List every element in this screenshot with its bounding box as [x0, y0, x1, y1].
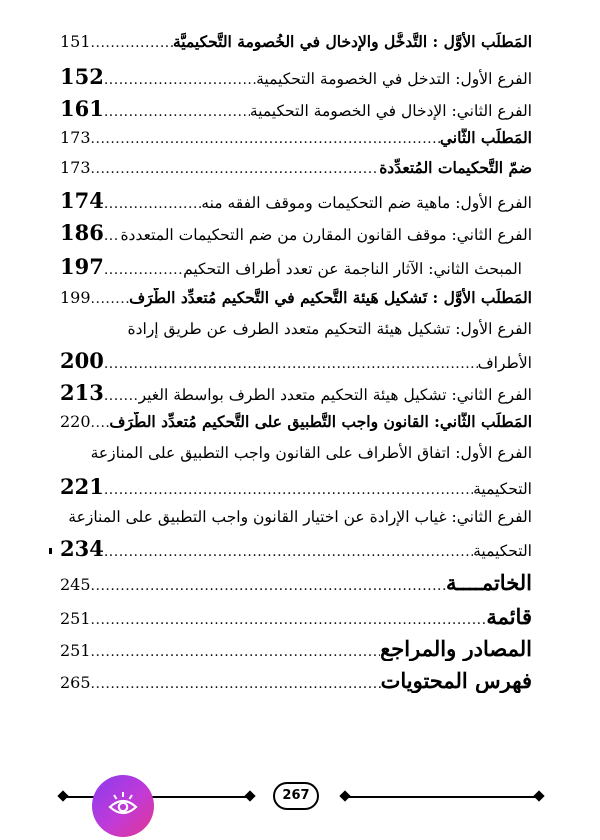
toc-leader-dots [91, 415, 110, 431]
toc-leader-dots [104, 228, 121, 244]
toc-entry-page: 265 [60, 673, 91, 692]
toc-leader-dots [91, 612, 487, 628]
toc-entry-title: المَطلَب الثَّاني: القانون واجب التَّطبيق على التَّحكيم مُتعدِّد الطَّرَف [109, 412, 532, 431]
toc-entry-title: المَطلَب الثَّاني [439, 128, 532, 147]
page-number: 267 [273, 782, 319, 810]
footer-ornament-right [533, 790, 544, 801]
toc-entry-page: 152 [60, 64, 104, 89]
toc-leader-dots [91, 578, 446, 594]
toc-entry-title: المبحث الثاني: الآثار الناجمة عن تعدد أطراف التحكيم [183, 260, 522, 278]
toc-leader-dots [104, 482, 473, 498]
toc-leader-dots [104, 72, 256, 88]
toc-entry-page: 186 [60, 220, 104, 245]
toc-entry [60, 570, 532, 595]
toc-entry [60, 288, 532, 307]
toc-entry-title: الفرع الأول: التدخل في الخصومة التحكيمية [256, 70, 532, 88]
toc-entry-title: المصادر والمراجع [380, 636, 532, 661]
toc-entry-title: قائمة [486, 604, 532, 629]
toc-entry-title: فهرس المحتويات [380, 668, 532, 693]
toc-entry-title-line2: التحكيمية [473, 542, 532, 560]
toc-entry-title-line1: الفرع الثاني: غياب الإرادة عن اختيار القانون واجب التطبيق على المنازعة [68, 508, 532, 526]
toc-entry-page: 245 [60, 575, 91, 594]
toc-leader-dots [104, 388, 139, 404]
toc-entry-title-line2: الأطراف [477, 354, 532, 372]
toc-entry-title: الفرع الثاني: الإدخال في الخصومة التحكيمية [249, 102, 532, 120]
toc-entry-page: 173 [60, 128, 91, 147]
toc-leader-dots [91, 161, 380, 177]
toc-entry [60, 636, 532, 661]
toc-entry-page: 251 [60, 609, 91, 628]
toc-entry-page: 197 [60, 254, 104, 279]
toc-entry [60, 254, 532, 279]
toc-entry [60, 188, 532, 213]
toc-entry-page: 221 [60, 474, 104, 499]
toc-leader-dots [91, 131, 440, 147]
toc-entry-title-line1: الفرع الأول: اتفاق الأطراف على القانون واجب التطبيق على المنازعة [90, 444, 532, 462]
toc-entry [60, 348, 532, 373]
toc-entry-title: المَطلَب الأوَّل : التَّدخُّل والإدخال في الخُصومة التَّحكيميَّة [172, 32, 532, 51]
eye-icon [107, 790, 139, 822]
toc-entry-page: 173 [60, 158, 91, 177]
toc-entry [60, 668, 532, 693]
toc-entry-page: 251 [60, 641, 91, 660]
toc-entry [60, 96, 532, 121]
footer-ornament [244, 790, 255, 801]
toc-entry-title-line2: التحكيمية [473, 480, 532, 498]
toc-entry [60, 64, 532, 89]
footer-rule-right [345, 796, 540, 798]
toc-entry-title: الفرع الأول: ماهية ضم التحكيمات وموقف الفقه منه [201, 194, 532, 212]
toc-entry-title: الخاتمــــة [445, 570, 532, 595]
toc-entry [60, 474, 532, 499]
toc-entry [60, 220, 532, 245]
toc-entry-page: 234 [60, 536, 104, 561]
toc-leader-dots [91, 291, 130, 307]
toc-entry [60, 412, 532, 431]
toc-entry-title: المَطلَب الأوَّل : تَشكيل هَيئة التَّحكيم في التَّحكيم مُتعدِّد الطَّرَف [129, 288, 532, 307]
toc-entry-page: 200 [60, 348, 104, 373]
toc-entry-page: 213 [60, 380, 104, 405]
toc-entry [60, 380, 532, 405]
toc-leader-dots [104, 262, 183, 278]
toc-leader-dots [91, 35, 173, 51]
toc-entry-title: الفرع الثاني: موقف القانون المقارن من ضم التحكيمات المتعددة [120, 226, 532, 244]
toc-leader-dots [104, 544, 473, 560]
margin-mark [49, 548, 52, 554]
toc-entry-page: 174 [60, 188, 104, 213]
toc-entry [60, 604, 532, 629]
toc-entry [60, 32, 532, 51]
toc-leader-dots [104, 356, 478, 372]
toc-leader-dots [91, 676, 381, 692]
toc-entry-page: 161 [60, 96, 104, 121]
reader-app-badge[interactable] [92, 775, 154, 837]
toc-entry [60, 158, 532, 177]
toc-entry-title: ضمّ التَّحكيمات المُتعدِّدة [379, 158, 532, 177]
toc-entry-page: 220 [60, 412, 91, 431]
toc-entry [60, 536, 532, 561]
toc-entry [60, 128, 532, 147]
toc-entry-title: الفرع الثاني: تشكيل هيئة التحكيم متعدد الطرف بواسطة الغير [138, 386, 532, 404]
toc-entry-page: 151 [60, 32, 91, 51]
toc-entry-title-line1: الفرع الأول: تشكيل هيئة التحكيم متعدد الطرف عن طريق إرادة [127, 320, 532, 338]
toc-leader-dots [104, 104, 250, 120]
toc-leader-dots [104, 196, 201, 212]
toc-leader-dots [91, 644, 381, 660]
toc-entry-page: 199 [60, 288, 91, 307]
